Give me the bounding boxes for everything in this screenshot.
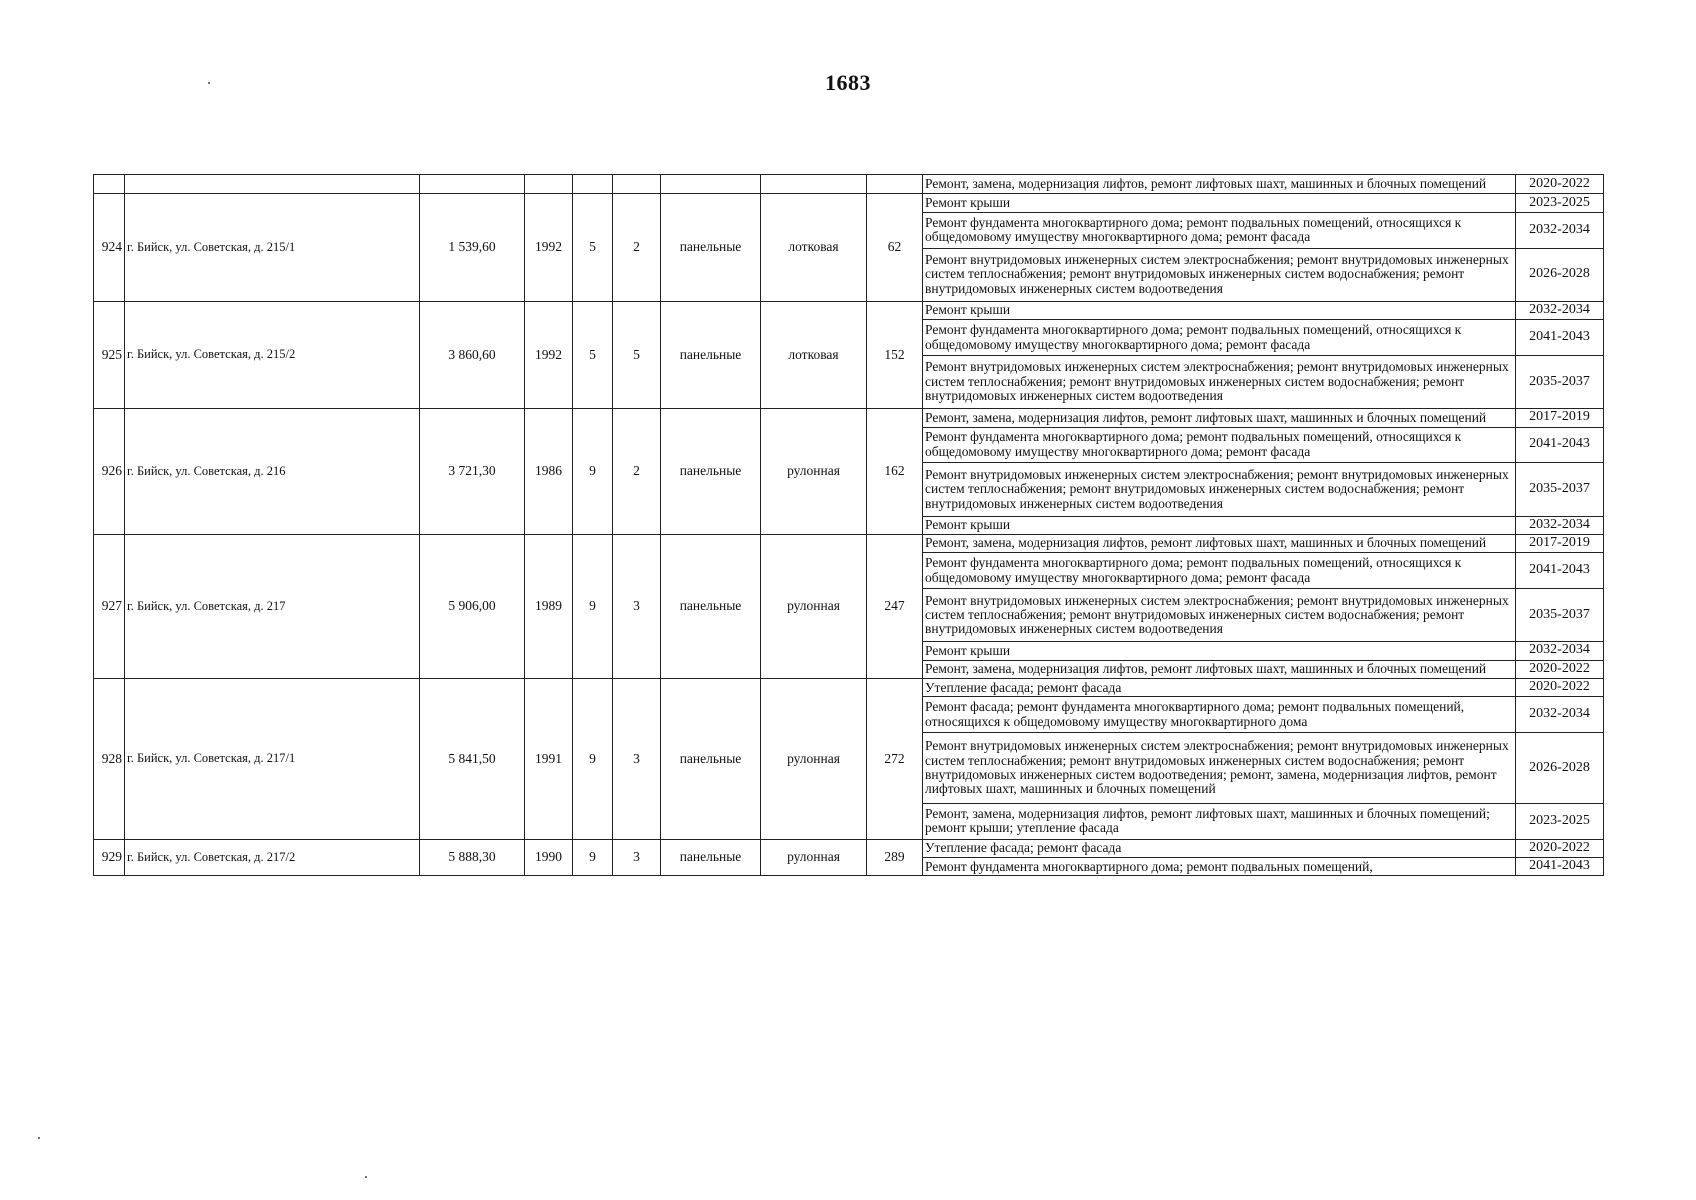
work-description: Ремонт фундамента многоквартирного дома; ремонт подвальных помещений, относящихся к общедомовому имуществу многоквартирного дома; ремонт фасада (923, 320, 1516, 356)
work-period: 2041-2043 (1516, 427, 1604, 463)
work-description: Ремонт внутридомовых инженерных систем электроснабжения; ремонт внутридомовых инженерных систем теплоснабжения; ремонт внутридомовых инженерных систем водоснабжения; ремонт внутридомовых инженерных систем водоотведения (923, 248, 1516, 301)
work-description: Ремонт фундамента многоквартирного дома; ремонт подвальных помещений, относящихся к общедомовому имуществу многоквартирного дома; ремонт фасада (923, 553, 1516, 589)
roof-type: рулонная (761, 534, 867, 678)
total-area: 1 539,60 (420, 194, 525, 301)
total-area: 5 906,00 (420, 534, 525, 678)
work-description: Ремонт внутридомовых инженерных систем электроснабжения; ремонт внутридомовых инженерных систем теплоснабжения; ремонт внутридомовых инженерных систем водоснабжения; ремонт внутридомовых инженерных систем водоотведения (923, 355, 1516, 408)
row-number: 927 (94, 534, 125, 678)
work-description: Ремонт, замена, модернизация лифтов, ремонт лифтовых шахт, машинных и блочных помещений; ремонт крыши; утепление фасада (923, 803, 1516, 839)
work-description: Утепление фасада; ремонт фасада (923, 839, 1516, 857)
table-row (94, 175, 1604, 194)
repair-schedule-table (93, 174, 1604, 876)
empty-cell (94, 175, 125, 194)
row-number: 928 (94, 679, 125, 840)
address: г. Бийск, ул. Советская, д. 217 (125, 534, 420, 678)
work-period: 2035-2037 (1516, 589, 1604, 642)
entrances: 5 (613, 301, 661, 408)
floors: 9 (573, 534, 613, 678)
apartments: 272 (867, 679, 923, 840)
address: г. Бийск, ул. Советская, д. 215/1 (125, 194, 420, 301)
work-period: 2017-2019 (1516, 409, 1604, 427)
work-description: Ремонт крыши (923, 301, 1516, 319)
wall-material: панельные (661, 839, 761, 876)
roof-type: рулонная (761, 839, 867, 876)
work-period: 2023-2025 (1516, 803, 1604, 839)
work-period: 2032-2034 (1516, 516, 1604, 534)
floors: 5 (573, 194, 613, 301)
scan-speck (38, 1137, 40, 1139)
entrances: 2 (613, 194, 661, 301)
year-built: 1989 (525, 534, 573, 678)
row-number: 926 (94, 409, 125, 535)
apartments: 247 (867, 534, 923, 678)
wall-material: панельные (661, 194, 761, 301)
floors: 9 (573, 679, 613, 840)
work-description: Ремонт фундамента многоквартирного дома; ремонт подвальных помещений, (923, 858, 1516, 876)
entrances: 2 (613, 409, 661, 535)
work-period: 2026-2028 (1516, 733, 1604, 804)
table-row (94, 534, 1604, 552)
table-row (94, 839, 1604, 857)
empty-cell (420, 175, 525, 194)
work-description: Утепление фасада; ремонт фасада (923, 679, 1516, 697)
scan-speck (208, 82, 210, 84)
address: г. Бийск, ул. Советская, д. 217/2 (125, 839, 420, 876)
empty-cell (573, 175, 613, 194)
year-built: 1991 (525, 679, 573, 840)
wall-material: панельные (661, 301, 761, 408)
total-area: 5 888,30 (420, 839, 525, 876)
floors: 9 (573, 409, 613, 535)
work-period: 2032-2034 (1516, 697, 1604, 733)
empty-cell (125, 175, 420, 194)
address: г. Бийск, ул. Советская, д. 216 (125, 409, 420, 535)
year-built: 1992 (525, 301, 573, 408)
apartments: 152 (867, 301, 923, 408)
work-description: Ремонт крыши (923, 194, 1516, 212)
roof-type: рулонная (761, 409, 867, 535)
year-built: 1990 (525, 839, 573, 876)
total-area: 5 841,50 (420, 679, 525, 840)
work-period: 2020-2022 (1516, 660, 1604, 678)
work-period: 2041-2043 (1516, 553, 1604, 589)
row-number: 925 (94, 301, 125, 408)
scan-speck (365, 1176, 367, 1178)
work-period: 2017-2019 (1516, 534, 1604, 552)
floors: 9 (573, 839, 613, 876)
page-number: 1683 (825, 70, 871, 95)
work-period: 2020-2022 (1516, 175, 1604, 194)
total-area: 3 721,30 (420, 409, 525, 535)
work-period: 2032-2034 (1516, 301, 1604, 319)
total-area: 3 860,60 (420, 301, 525, 408)
empty-cell (613, 175, 661, 194)
work-period: 2020-2022 (1516, 679, 1604, 697)
row-number: 929 (94, 839, 125, 876)
apartments: 162 (867, 409, 923, 535)
work-period: 2035-2037 (1516, 463, 1604, 516)
wall-material: панельные (661, 534, 761, 678)
work-description: Ремонт, замена, модернизация лифтов, ремонт лифтовых шахт, машинных и блочных помещений (923, 660, 1516, 678)
empty-cell (525, 175, 573, 194)
empty-cell (761, 175, 867, 194)
work-description: Ремонт крыши (923, 516, 1516, 534)
work-period: 2035-2037 (1516, 355, 1604, 408)
year-built: 1992 (525, 194, 573, 301)
apartments: 289 (867, 839, 923, 876)
work-description: Ремонт крыши (923, 642, 1516, 660)
work-description: Ремонт внутридомовых инженерных систем электроснабжения; ремонт внутридомовых инженерных систем теплоснабжения; ремонт внутридомовых инженерных систем водоснабжения; ремонт внутридомовых инженерных систем водоотведения (923, 463, 1516, 516)
work-period: 2023-2025 (1516, 194, 1604, 212)
work-period: 2026-2028 (1516, 248, 1604, 301)
work-description: Ремонт, замена, модернизация лифтов, ремонт лифтовых шахт, машинных и блочных помещений (923, 534, 1516, 552)
work-period: 2041-2043 (1516, 858, 1604, 876)
work-description: Ремонт фундамента многоквартирного дома; ремонт подвальных помещений, относящихся к общедомовому имуществу многоквартирного дома; ремонт фасада (923, 427, 1516, 463)
address: г. Бийск, ул. Советская, д. 215/2 (125, 301, 420, 408)
floors: 5 (573, 301, 613, 408)
entrances: 3 (613, 839, 661, 876)
table-row (94, 409, 1604, 427)
work-period: 2032-2034 (1516, 642, 1604, 660)
table-row (94, 301, 1604, 319)
entrances: 3 (613, 534, 661, 678)
table-row (94, 194, 1604, 212)
wall-material: панельные (661, 409, 761, 535)
empty-cell (867, 175, 923, 194)
work-description: Ремонт, замена, модернизация лифтов, ремонт лифтовых шахт, машинных и блочных помещений (923, 409, 1516, 427)
year-built: 1986 (525, 409, 573, 535)
address: г. Бийск, ул. Советская, д. 217/1 (125, 679, 420, 840)
work-description: Ремонт фасада; ремонт фундамента многоквартирного дома; ремонт подвальных помещений, относящихся к общедомовому имуществу многоквартирного дома (923, 697, 1516, 733)
apartments: 62 (867, 194, 923, 301)
roof-type: лотковая (761, 301, 867, 408)
work-description: Ремонт внутридомовых инженерных систем электроснабжения; ремонт внутридомовых инженерных систем теплоснабжения; ремонт внутридомовых инженерных систем водоснабжения; ремонт внутридомовых инженерных систем водоотведения (923, 589, 1516, 642)
row-number: 924 (94, 194, 125, 301)
work-description: Ремонт, замена, модернизация лифтов, ремонт лифтовых шахт, машинных и блочных помещений (923, 175, 1516, 194)
roof-type: лотковая (761, 194, 867, 301)
table-row (94, 679, 1604, 697)
entrances: 3 (613, 679, 661, 840)
work-period: 2020-2022 (1516, 839, 1604, 857)
wall-material: панельные (661, 679, 761, 840)
work-period: 2041-2043 (1516, 320, 1604, 356)
work-description: Ремонт внутридомовых инженерных систем электроснабжения; ремонт внутридомовых инженерных систем теплоснабжения; ремонт внутридомовых инженерных систем водоснабжения; ремонт внутридомовых инженерных систем водоотведения; ремонт, замена, модернизация лифтов, ремонт лифтовых шахт, машинных и блочных помещений (923, 733, 1516, 804)
roof-type: рулонная (761, 679, 867, 840)
table-body (94, 175, 1604, 876)
work-period: 2032-2034 (1516, 212, 1604, 248)
empty-cell (661, 175, 761, 194)
work-description: Ремонт фундамента многоквартирного дома; ремонт подвальных помещений, относящихся к общедомовому имуществу многоквартирного дома; ремонт фасада (923, 212, 1516, 248)
